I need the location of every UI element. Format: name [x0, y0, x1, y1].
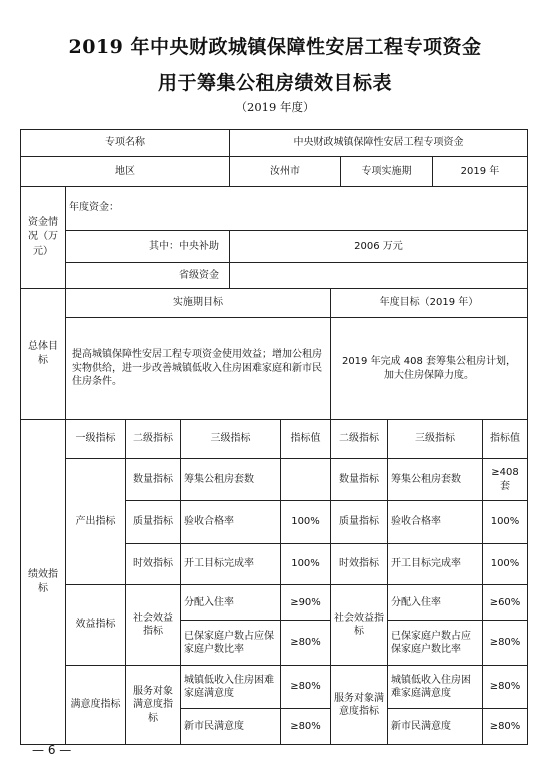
central-subsidy-label: 其中：中央补助 [65, 230, 230, 263]
table-row-valueb: ≥80% [482, 620, 528, 666]
table-row-l2: 质量指标 [125, 500, 181, 544]
table-row-l2b: 数量指标 [330, 458, 388, 501]
table-row-valueb: ≥80% [482, 665, 528, 709]
level2-header: 二级指标 [125, 419, 181, 459]
table-row-value: ≥80% [280, 620, 331, 666]
table-row-valueb: ≥408 套 [482, 458, 528, 501]
year-goal-text: 2019 年完成 408 套筹集公租房计划，加大住房保障力度。 [330, 317, 528, 420]
overall-goal-section-label: 总体目标 [20, 288, 66, 420]
table-row-valueb: 100% [482, 543, 528, 585]
benefit-indicator-label: 效益指标 [65, 584, 126, 666]
table-row-value: ≥80% [280, 665, 331, 709]
region-label: 地区 [20, 156, 230, 187]
document-year: （2019 年度） [235, 100, 315, 114]
document-title-line2: 用于筹集公租房绩效目标表 [157, 72, 392, 94]
table-row-l2b: 质量指标 [330, 500, 388, 544]
table-row-l3b: 开工目标完成率 [387, 543, 483, 585]
level3-header: 三级指标 [180, 419, 281, 459]
project-value: 中央财政城镇保障性安居工程专项资金 [229, 129, 528, 157]
period-value: 2019 年 [432, 156, 528, 187]
table-row-l3: 验收合格率 [180, 500, 281, 544]
table-row-value [280, 458, 331, 501]
table-row-l3: 开工目标完成率 [180, 543, 281, 585]
table-row-l3: 城镇低收入住房困难家庭满意度 [180, 665, 281, 709]
provincial-funds-label: 省级资金 [65, 262, 230, 289]
table-row-value: 100% [280, 500, 331, 544]
central-subsidy-value: 2006 万元 [229, 230, 528, 263]
table-row-l3b: 城镇低收入住房困难家庭满意度 [387, 665, 483, 709]
table-row-l3: 新市民满意度 [180, 708, 281, 745]
table-row-value: ≥90% [280, 584, 331, 621]
table-row-valueb: 100% [482, 500, 528, 544]
table-row-valueb: ≥60% [482, 584, 528, 621]
table-row-l3b: 新市民满意度 [387, 708, 483, 745]
year-goal-header: 年度目标（2019 年） [330, 288, 528, 318]
social-benefit-label-b: 社会效益指标 [330, 584, 388, 666]
table-row-l3b: 验收合格率 [387, 500, 483, 544]
table-row-valueb: ≥80% [482, 708, 528, 745]
table-row-value: 100% [280, 543, 331, 585]
table-row-l3: 分配入住率 [180, 584, 281, 621]
period-goal-text: 提高城镇保障性安居工程专项资金使用效益；增加公租房实物供给，进一步改善城镇低收入住房困难家庭和新市民住房条件。 [65, 317, 331, 420]
table-row-l3: 筹集公租房套数 [180, 458, 281, 501]
level2-header-b: 二级指标 [330, 419, 388, 459]
social-benefit-label: 社会效益指标 [125, 584, 181, 666]
output-indicator-label: 产出指标 [65, 458, 126, 585]
document-title-line1: 2019 年中央财政城镇保障性安居工程专项资金 [68, 36, 482, 58]
level3-header-b: 三级指标 [387, 419, 483, 459]
table-row-l2: 时效指标 [125, 543, 181, 585]
table-row-l3b: 筹集公租房套数 [387, 458, 483, 501]
table-row-l2b: 时效指标 [330, 543, 388, 585]
level1-header: 一级指标 [65, 419, 126, 459]
service-satisfaction-label: 服务对象满意度指标 [125, 665, 181, 745]
page-number: — 6 — [32, 743, 72, 757]
table-row-l3: 已保家庭户数占应保家庭户数比率 [180, 620, 281, 666]
table-row-l3b: 已保家庭户数占应保家庭户数比率 [387, 620, 483, 666]
period-goal-header: 实施期目标 [65, 288, 331, 318]
annual-funds-label: 年度资金： [65, 186, 528, 231]
performance-section-label: 绩效指标 [20, 419, 66, 745]
project-label: 专项名称 [20, 129, 230, 157]
funds-section-label: 资金情况（万元） [20, 186, 66, 289]
value-header-b: 指标值 [482, 419, 528, 459]
period-label: 专项实施期 [340, 156, 433, 187]
region-value: 汝州市 [229, 156, 341, 187]
value-header: 指标值 [280, 419, 331, 459]
performance-table [20, 129, 528, 745]
table-row-value: ≥80% [280, 708, 331, 745]
table-row-l2: 数量指标 [125, 458, 181, 501]
service-satisfaction-label-b: 服务对象满意度指标 [330, 665, 388, 745]
provincial-funds-value [229, 262, 528, 289]
table-row-l3b: 分配入住率 [387, 584, 483, 621]
satisfaction-indicator-label: 满意度指标 [65, 665, 126, 745]
